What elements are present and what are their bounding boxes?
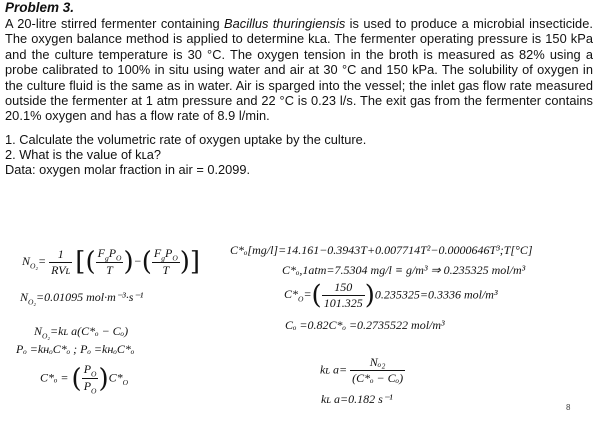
no2-result-value: =0.01095 mol·m⁻³·s⁻¹ xyxy=(36,290,144,304)
paren-close-4: ) xyxy=(364,280,375,311)
no2-result-subscript: O₂ xyxy=(28,297,37,307)
no2-result xyxy=(20,290,143,306)
data-line: Data: oxygen molar fraction in air = 0.2099. xyxy=(5,162,251,178)
kpa-ratio xyxy=(322,280,365,311)
csat-pressure-ratio: C*ₒ = ( $\frac{P_O}{P_O}$ )$C*_O$ xyxy=(40,362,129,396)
no2-subscript: O₂ xyxy=(30,261,39,271)
paren-close-2: ) xyxy=(179,247,190,278)
pressure-ratio: $\frac{P_O}{P_O}$ xyxy=(83,362,97,396)
statement-start: A 20-litre stirred fermenter containing xyxy=(5,16,224,31)
csat-150-lhs: $C*_O=$ xyxy=(284,287,312,304)
gas-constant-fraction xyxy=(49,247,72,278)
transfer-rhs: =kʟ a(C*ₒ − Cₒ) xyxy=(50,324,129,338)
kpa-numerator: 150 xyxy=(322,280,365,296)
transfer-subscript: O₂ xyxy=(42,331,51,341)
co-line: Cₒ =0.82C*ₒ =0.2735522 mol/m³ xyxy=(285,318,445,332)
oxygen-balance-equation: $N_{O_2}=$ $\frac{1}{\text{RVʟ}}$ [( $\frac{F_gP_O}{T}$ )−( $\frac{F_gP_O}{T}$ )] xyxy=(22,246,201,278)
henry-law-line: Pₒ =kʜₒC*ₒ ; Pₒ =kʜₒC*ₒ xyxy=(16,342,135,356)
fraction-denominator: RVʟ xyxy=(51,262,71,277)
organism-name: Bacillus thuringiensis xyxy=(224,16,346,31)
kla-denominator: (C*ₒ − Cₒ) xyxy=(352,371,404,385)
kla-equation xyxy=(320,355,405,386)
no2-symbol: N xyxy=(22,253,31,268)
kla-fraction xyxy=(350,355,405,386)
paren-close-3: ) xyxy=(98,363,109,394)
transfer-symbol: N xyxy=(34,324,43,338)
csat-lhs: C*ₒ = xyxy=(40,370,69,385)
csat-150-value: 0.235325=0.3336 mol/m³ xyxy=(374,287,498,302)
kla-result: kʟ a=0.182 s⁻¹ xyxy=(321,392,393,406)
question-list xyxy=(5,132,593,178)
question-1: 1. Calculate the volumetric rate of oxygen uptake by the culture. xyxy=(5,131,367,147)
kpa-denominator: 101.325 xyxy=(323,296,363,310)
page-number: 8 xyxy=(566,403,571,412)
csat-1atm-line: C*ₒ,1atm=7.5304 mg/l ≡ g/m³ ⇒ 0.235325 mol/m³ xyxy=(282,263,526,277)
problem-title: Problem 3. xyxy=(5,0,75,15)
kla-lhs: kʟ a= xyxy=(320,362,348,377)
solubility-correlation: C*ₒ[mg/l]=14.161−0.3943T+0.007714T²−0.0000646T³;T[°C] xyxy=(230,243,533,257)
paren-open: ( xyxy=(85,247,96,278)
no2-result-symbol: N xyxy=(20,290,29,304)
problem-block xyxy=(5,0,593,177)
paren-close: ) xyxy=(123,247,134,278)
paren-open-3: ( xyxy=(71,363,82,394)
fraction-numerator: 1 xyxy=(49,247,72,263)
equals-sign: = xyxy=(38,253,47,268)
mass-transfer-equation xyxy=(34,324,128,340)
statement-rest: is used to produce a microbial insecticide. The oxygen balance method is applied to determine kʟa. The fermenter operating pressure is 150 kPa and the culture temperature is 30 °C. The oxygen tension in the broth is measured as 82% using a probe calibrated to 100% in situ using water and air at 30 °C and 150 kPa. The solubility of oxygen in the culture fluid is the same as in water. Air is sparged into the vessel; the inlet gas flow rate measured outside the fermenter at 1 atm pressure and 22 °C is 0.23 l/s. The exit gas from the fermenter contains 20.1% oxygen and has a flow rate of 8.9 l/min. xyxy=(5,16,593,124)
inlet-term: $\frac{F_gP_O}{T}$ xyxy=(97,246,122,278)
bracket-open: [ xyxy=(75,247,86,278)
outlet-term: $\frac{F_gP_O}{T}$ xyxy=(153,246,178,278)
question-2: 2. What is the value of kʟa? xyxy=(5,147,161,163)
bracket-close: ] xyxy=(189,247,201,278)
problem-statement xyxy=(5,16,593,124)
csat-150kpa-line xyxy=(284,280,498,311)
paren-open-4: ( xyxy=(311,280,322,311)
kla-numerator: Nₒ₂ xyxy=(350,355,405,371)
paren-open-2: ( xyxy=(141,247,152,278)
